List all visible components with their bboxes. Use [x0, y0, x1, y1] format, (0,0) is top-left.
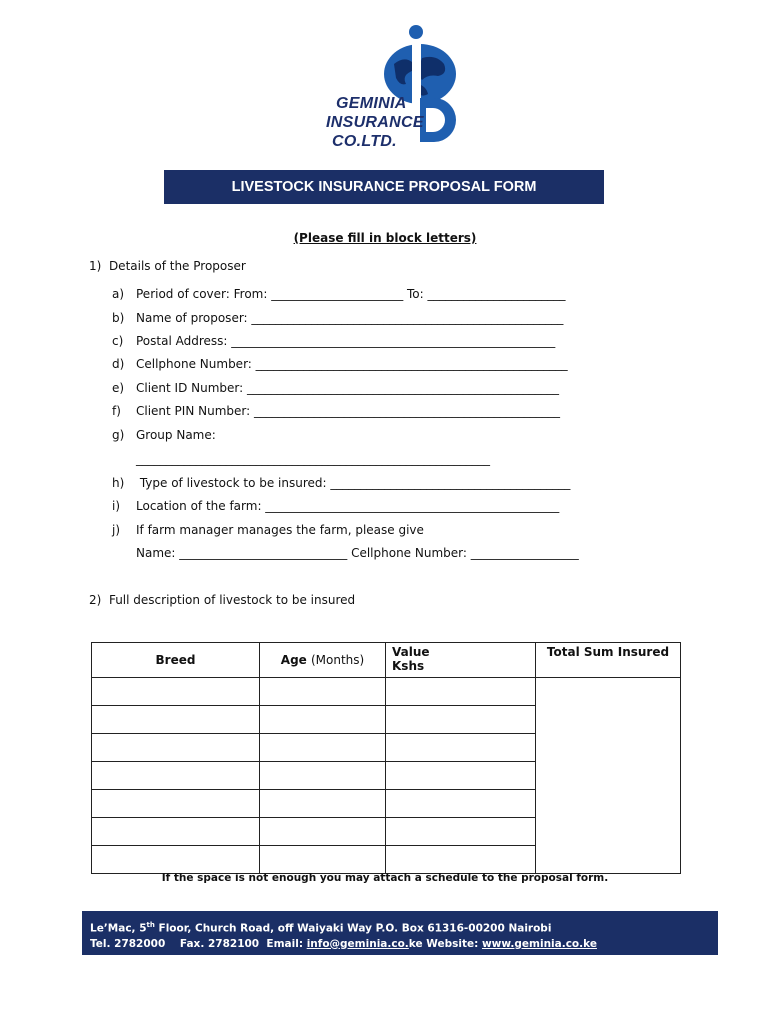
- value-cell[interactable]: [386, 790, 536, 818]
- age-cell[interactable]: [260, 790, 386, 818]
- field-cellphone-number[interactable]: [112, 356, 568, 372]
- footer-floor-suffix: th: [146, 921, 155, 929]
- value-cell[interactable]: [386, 762, 536, 790]
- header-breed: [92, 643, 260, 678]
- age-cell[interactable]: [260, 678, 386, 706]
- table-header-row: [92, 643, 681, 678]
- field-group-name[interactable]: [112, 427, 216, 443]
- field-prefix: j): [112, 523, 121, 537]
- field-prefix: g): [112, 428, 125, 442]
- age-cell[interactable]: [260, 734, 386, 762]
- field-period-of-cover[interactable]: [112, 286, 566, 302]
- field-label: Cellphone Number: ____________________________________________________: [136, 357, 568, 371]
- field-prefix: d): [112, 357, 125, 371]
- field-label: ___________________________________________________________: [136, 452, 490, 466]
- field-label: Type of livestock to be insured: ________________________________________: [136, 476, 571, 490]
- header-value: [386, 643, 536, 678]
- field-label: Client PIN Number: ___________________________________________________: [136, 404, 560, 418]
- field-type-of-livestock[interactable]: [112, 475, 570, 491]
- breed-cell[interactable]: [92, 762, 260, 790]
- header-total-sum-insured: [536, 643, 681, 678]
- section-1-heading: 1) Details of the Proposer: [89, 259, 246, 273]
- company-logo: [322, 22, 462, 152]
- logo-line-3: CO.LTD.: [332, 133, 397, 150]
- field-prefix: i): [112, 499, 121, 513]
- value-cell[interactable]: [386, 734, 536, 762]
- footer-email-link[interactable]: info@geminia.co.: [306, 937, 409, 950]
- section-2-heading: 2) Full description of livestock to be insured: [89, 593, 356, 607]
- header-value-label: Value: [392, 645, 430, 659]
- breed-cell[interactable]: [92, 818, 260, 846]
- field-label: Location of the farm: _________________________________________________: [136, 499, 560, 513]
- footer-fax: Fax. 2782100: [179, 937, 260, 950]
- breed-cell[interactable]: [92, 790, 260, 818]
- header-age: [260, 643, 386, 678]
- field-manager-name-cellphone[interactable]: [112, 545, 579, 561]
- value-cell[interactable]: [386, 818, 536, 846]
- field-label: Period of cover: From: ______________________ To: _______________________: [136, 287, 566, 301]
- breed-cell[interactable]: [92, 678, 260, 706]
- schedule-note: If the space is not enough you may attach a schedule to the proposal form.: [161, 872, 609, 884]
- table-row: [92, 678, 681, 706]
- field-prefix: e): [112, 381, 125, 395]
- age-cell[interactable]: [260, 706, 386, 734]
- breed-cell[interactable]: [92, 734, 260, 762]
- total-sum-insured-cell[interactable]: [536, 678, 681, 874]
- header-total-label: Total Sum Insured: [546, 645, 670, 659]
- field-prefix: f): [112, 404, 121, 418]
- instruction-text: (Please fill in block letters): [293, 231, 477, 245]
- value-cell[interactable]: [386, 846, 536, 874]
- field-label: Name of proposer: ____________________________________________________: [136, 311, 564, 325]
- footer-website-label: ke Website:: [408, 937, 479, 950]
- field-client-pin-number[interactable]: [112, 403, 560, 419]
- footer-address-start: Le’Mac, 5: [90, 922, 147, 935]
- field-prefix: a): [112, 287, 125, 301]
- header-age-label: Age: [280, 653, 307, 667]
- breed-cell[interactable]: [92, 706, 260, 734]
- field-postal-address[interactable]: [112, 333, 555, 349]
- footer-tel: Tel. 2782000: [90, 937, 166, 950]
- field-label: Name: ____________________________ Cellphone Number: __________________: [136, 546, 579, 560]
- field-label: Group Name:: [136, 428, 216, 442]
- logo-line-1: GEMINIA: [336, 95, 407, 112]
- livestock-table: [91, 642, 681, 874]
- field-label: Postal Address: ______________________________________________________: [136, 334, 556, 348]
- field-farm-manager: [112, 522, 424, 538]
- value-cell[interactable]: [386, 678, 536, 706]
- field-prefix: b): [112, 311, 125, 325]
- footer-contact-bar: [82, 911, 718, 955]
- field-prefix: h): [112, 476, 125, 490]
- field-group-name-line[interactable]: [112, 451, 490, 467]
- breed-cell[interactable]: [92, 846, 260, 874]
- footer-email-label: Email:: [266, 937, 304, 950]
- value-cell[interactable]: [386, 706, 536, 734]
- header-breed-label: Breed: [155, 653, 196, 667]
- age-cell[interactable]: [260, 846, 386, 874]
- field-name-of-proposer[interactable]: [112, 310, 563, 326]
- age-cell[interactable]: [260, 762, 386, 790]
- field-client-id-number[interactable]: [112, 380, 559, 396]
- field-location-of-farm[interactable]: [112, 498, 559, 514]
- logo-line-2: INSURANCE: [326, 114, 424, 131]
- footer-contact-line: [90, 937, 718, 952]
- footer-website-link[interactable]: www.geminia.co.ke: [481, 937, 597, 950]
- field-label: Client ID Number: ____________________________________________________: [136, 381, 559, 395]
- footer-address-end: Floor, Church Road, off Waiyaki Way P.O. Box 61316-00200 Nairobi: [154, 922, 552, 935]
- field-label: If farm manager manages the farm, please give: [136, 523, 424, 537]
- footer-address-line: [90, 918, 718, 937]
- field-prefix: c): [112, 334, 124, 348]
- age-cell[interactable]: [260, 818, 386, 846]
- header-age-unit: (Months): [310, 653, 365, 667]
- form-title-banner: LIVESTOCK INSURANCE PROPOSAL FORM: [164, 170, 604, 204]
- header-value-currency: Kshs: [392, 659, 425, 673]
